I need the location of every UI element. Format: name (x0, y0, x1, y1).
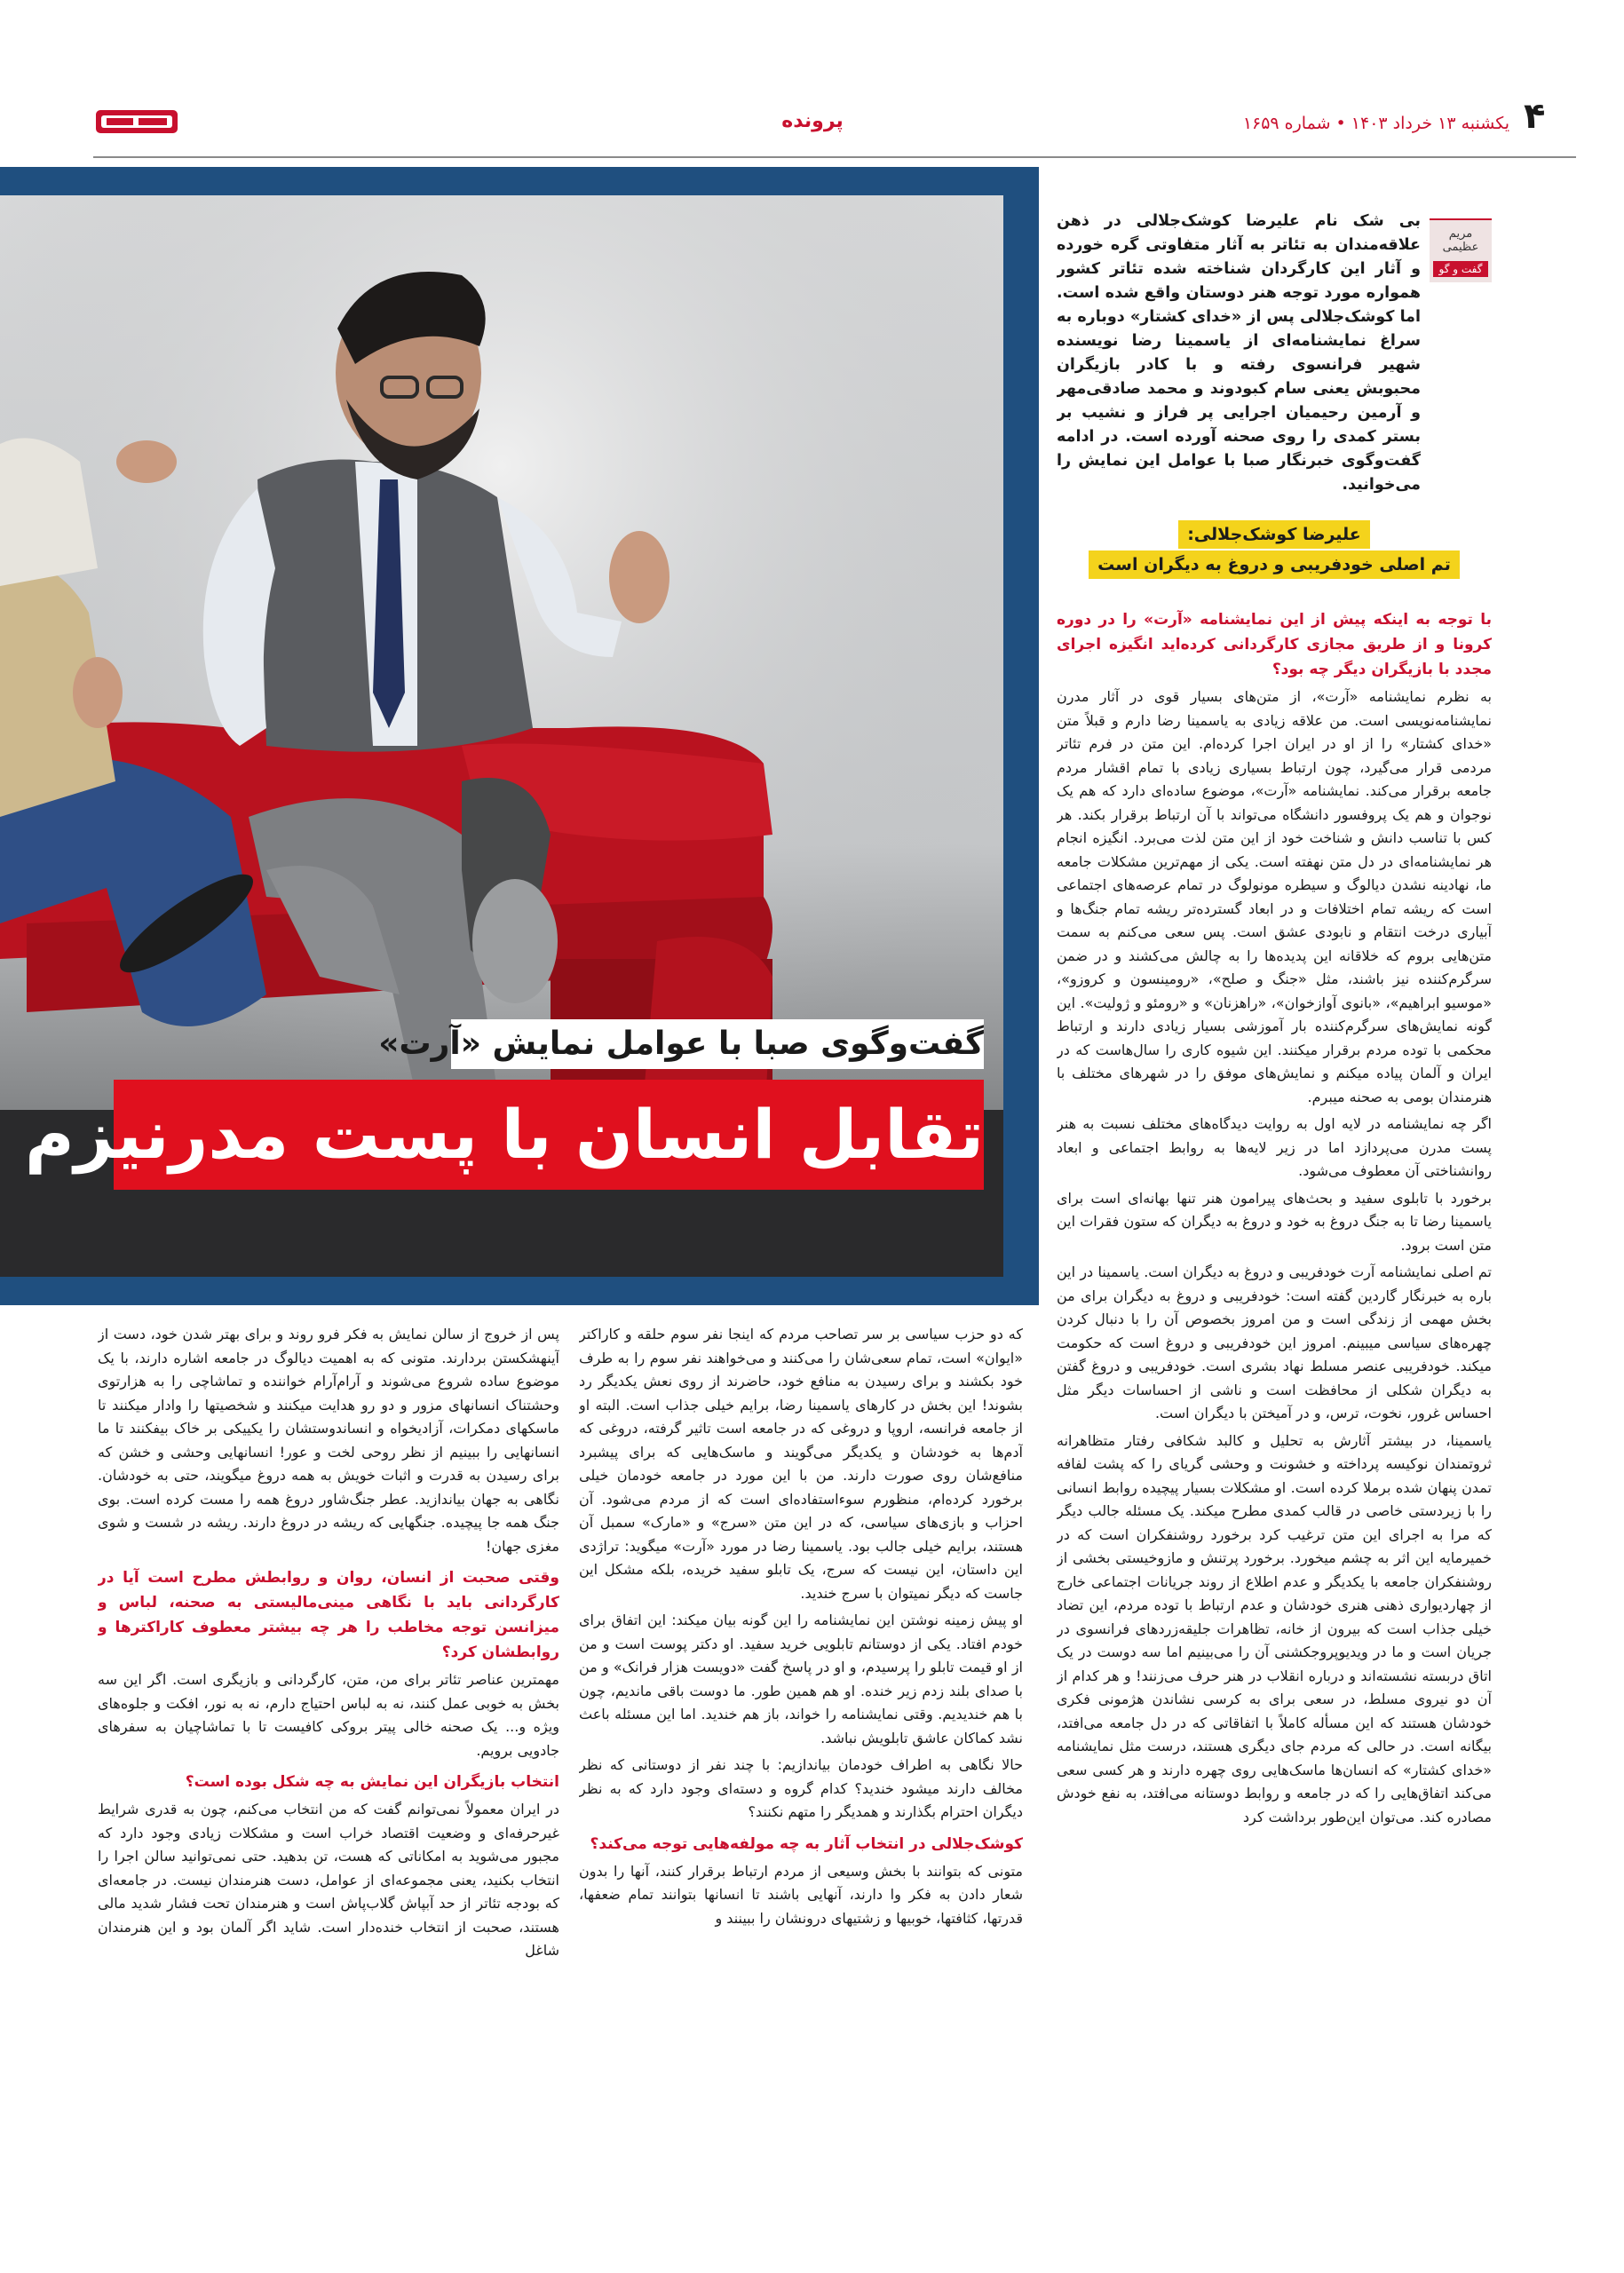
middle-p-4: متونی که بتوانند با بخش وسیعی از مردم ارتباط برقرار کنند، آنها را بدون شعار دادن به فکر وا دارند، آنهایی باشند تا انسانها بتوانند تمام ضعفها، قدرتها، کثافتها، خوبیها و زشتیهای درونشان را ببینند و (579, 1862, 1023, 1927)
right-p-4: تم اصلی نمایشنامه آرت خودفریبی و دروغ به دیگران است. یاسمینا در این باره به خبرنگار گاردین گفته است: خودفریبی و دروغ به دیگران برای من بخش مهمی از زندگی است و من امروز بخصوص آن را با دنبال کردن چهره‌های سیاسی میبینم. امروز این خودفریبی و دروغ است که حکومت میکند. خودفریبی عنصر مسلط نهاد بشری است. خودفریبی و دروغ گفتن به دیگران شکلی از محافظت است و ناشی از احساسات دیگر مثل احساس غرور، نخوت، ترس، و در آمیختن با دیگران است. (1057, 1263, 1492, 1422)
page-number: ۴ (1524, 96, 1546, 137)
author-name: مریم عظیمی (1442, 227, 1479, 254)
right-column (1057, 607, 1492, 2126)
left-column (98, 1323, 559, 2251)
article-subtitle-box (378, 1019, 984, 1069)
right-p-5: یاسمینا، در بیشتر آثارش به تحلیل و کالبد شکافی رفتار متظاهرانه ثروتمندان نوکیسه پرداخته و خشونت و وحشی گریای را که پشت لفافه تمدن پنهان شده برملا کرده است. او مشکلات بسیار پیچیده روابط انسانی را با زیردستی خاصی در قالب کمدی مطرح میکند. یک مسئله جالب دیگر که مرا به اجرای این متن ترغیب کرد برخورد روشنفکران است که در خمیرمایه این اثر به چشم میخورد. برخورد پرتنش و مازوخیستی بخشی از روشنفکران جامعه با یکدیگر و عدم اطلاع از روند جریانات اجتماعی خارج از چهاردیواری ذهنی هنری خودشان و عدم ارتباط با توده مردم، این تضاد خیلی جذاب است که بیرون از خانه، تظاهرات جلیقه‌زردهای فرانسوی در جریان است و ما در ویدیوپروجکشنی آن را می‌بینیم اما سه دوست در یک اتاق دربسته نشسته‌اند و درباره انقلاب در هنر حرف می‌زنند! و هر کدام از آن دو نیروی مسلط، در سعی برای به کرسی نشاندن هژمونی فکری خودشان هستند که این مسأله کاملاً با اتفاقاتی که در دل جامعه می‌افتد، بیگانه است. در حالی که مردم جای دیگری هستند، درست مثل نمایشنامه «خدای کشتار» که انسان‌ها ماسک‌هایی روی چهره دارند و هر کسی سعی می‌کند اتفاق‌هایی را که در جامعه و روابط دوستانه می‌افتد، به نفع خودش مصادره کند. می‌توان این‌طور برداشت کرد (1057, 1431, 1492, 1826)
left-q-1: وقتی صحبت از انسان، روان و روابطش مطرح است آیا در کارگردانی باید با نگاهی مینی‌مالیستی به صحنه، لباس و میزانسن توجه مخاطب را هر چه بیشتر معطوف کاراکترها و روابطشان کرد؟ (98, 1569, 559, 1661)
article-title-banner (25, 1080, 984, 1190)
section-label: پرونده (781, 110, 844, 132)
qa-heading (1057, 520, 1492, 579)
middle-q-1: کوشک‌جلالی در انتخاب آثار به چه مولفه‌هایی توجه می‌کند؟ (590, 1834, 1023, 1853)
issue-info: یکشنبه ۱۳ خرداد ۱۴۰۳ • شماره ۱۶۵۹ (1242, 114, 1509, 133)
header-rule (93, 156, 1576, 158)
left-p-1: پس از خروج از سالن نمایش به فکر فرو روند و برای بهتر شدن خود، دست از آینهشکستن بردارند. متونی که به اهمیت دیالوگ در جامعه اشاره دارند، با یک موضوع ساده شروع می‌شوند و آرام‌آرام خواننده و تماشاچی را به هزارتوی وحشتناک انسانهای مزور و دو رو هدایت میکنند و شخصیتها را وادار میکنند تا ماسکهای دمکرات، آزادیخواه و انساندوستشان را یکییکی بر خاک بیفکنند تا ما انسانهایی را ببینیم از نظر روحی لخت و عور! انسانهایی وحشی و خشن که برای رسیدن به قدرت و اثبات خویش به همه دروغ میگویند، حتی به خودشان. نگاهی به جهان بیاندازید. عطر جنگ‌شاور دروغ همه را مست کرده است. بوی جنگ همه جا پیچیده. جنگهایی که ریشه در دروغ دارند. ریشه در شست و شوی مغزی جهان! (98, 1326, 559, 1555)
author-tag: گفت و گو (1433, 261, 1488, 277)
middle-p-2: او پیش زمینه نوشتن این نمایشنامه را این گونه بیان میکند: این اتفاق برای خودم افتاد. یکی از دوستانم تابلویی خرید سفید. او دکتر پوست است و من از او قیمت تابلو را پرسیدم، و او در پاسخ گفت «دویست هزار فرانک» و من با صدای بلند زدم زیر خنده. او هم همین طور. ما دوست باقی ماندیم، چون با هم خندیدیم. وقتی نمایشنامه را خواند، باز هم خندید. اما این مسئله باعث نشد کماکان عاشق تابلویش نباشد. (579, 1612, 1023, 1746)
author-box (1430, 218, 1492, 282)
article-title: تقابل انسان با پست مدرنیزم (25, 1095, 984, 1174)
qa-heading-name: علیرضا کوشک‌جلالی: (1178, 520, 1370, 549)
right-p-1: به نظرم نمایشنامه «آرت»، از متن‌های بسیار قوی در آثار مدرن نمایشنامه‌نویسی است. من علاقه زیادی به یاسمینا رضا دارم و قبلاً متن «خدای کشتار» را از او در ایران اجرا کرده‌ام. این متن در فرم تئاتر مردمی قرار می‌گیرد، چون ارتباط بسیاری زیادی با تمام اقشار مردم جامعه برقرار می‌کند. نمایشنامه «آرت»، موضوع ساده‌ای دارد که هم یک نوجوان و هم یک پروفسور دانشگاه می‌تواند با آن ارتباط برقرار بکند. هر کس با تناسب دانش و شناخت خود از این متن لذت می‌برد. انگیزه انجام هر نمایشنامه‌ای در دل متن نهفته است. یکی از مهم‌ترین مشکلات جامعه ما، نهادینه نشدن دیالوگ و سیطره مونولوگ در تمام عرصه‌های اجتماعی است که ریشه تمام اختلافات و در ابعاد گسترده‌تر ریشه تمام جنگ‌ها و آبیاری درخت انتقام و نابودی عشق است. پس سعی می‌کنم به سمت متن‌هایی بروم که خلاقانه این پدیده‌ها را به چالش می‌کشند و در ضمن سرگرم‌کننده نیز باشند، مثل «جنگ و صلح»، «رومینسون و کروزو»، «موسیو ابراهیم»، «بانوی آوازخوان»، «راهزنان» و «رومئو و ژولیت». این گونه نمایش‌های سرگرم‌کننده بار آموزشی بسیار زیادی دارند و ارتباط محکمی با توده مردم برقرار میکنند. این شیوه کاری را سال‌هاست که در ایران و آلمان پیاده میکنم و نمایش‌های موفق را در شهرهای مختلف با هنرمندان بومی به صحنه میبرم. (1057, 688, 1492, 1105)
left-p-3: در ایران معمولاً نمی‌توانم گفت که من انتخاب می‌کنم، چون به قدری شرایط غیرحرفه‌ای و وضعیت اقتصاد خراب است و مشکلات زیادی وجود دارد که مجبور می‌شوید به امکاناتی که هست، تن بدهید. حتی نمی‌توانید سالن اجرا را انتخاب بکنید، یعنی مجموعه‌ای از عوامل، دست هنرمندان نیست. در جامعه‌ای که بودجه تئاتر از حد آبپاش گلاب‌پاش است و هنرمندان تحت فشار شدید مالی هستند، صحبت از انتخاب خنده‌دار است. شاید اگر آلمان بود و این هنرمندان شاغل (98, 1801, 559, 1959)
qa-heading-theme: تم اصلی خودفریبی و دروغ به دیگران است (1089, 550, 1460, 579)
right-p-3: برخورد با تابلوی سفید و بحث‌های پیرامون هنر تنها بهانه‌ای است برای یاسمینا رضا تا به جنگ دروغ به خود و دروغ به دیگران که ستون فقرات این متن است برود. (1057, 1189, 1492, 1254)
logo (96, 103, 178, 142)
article-subtitle: گفت‌وگوی صبا با عوامل نمایش «آرت» (378, 1026, 984, 1062)
middle-column (579, 1323, 1023, 2251)
middle-p-1: که دو حزب سیاسی بر سر تصاحب مردم که اینجا نفر سوم حلقه و کاراکتر «ایوان» است، تمام سعی‌شان را می‌کنند و می‌خواهند نفر سوم را به طرف خود بکشند و برای رسیدن به منافع خود، حاضرند از روی نعش یکدیگر رد بشوند! این بخش در کارهای یاسمینا رضا، برایم خیلی جذاب است. البته او از جامعه فرانسه، اروپا و دروغی که در جامعه است تاثیر گرفته، دروغی که آدم‌ها به خودشان و یکدیگر می‌گویند و ماسک‌هایی که برای پیشبرد منافع‌شان روی صورت دارند. من با این مورد در جامعه خودمان خیلی برخورد کرده‌ام، منظورم سوءاستفاده‌ای است که از مردم می‌شود. آن احزاب و بازی‌های سیاسی، که در این متن «سرج» و «مارک» سمبل آن هستند، برایم خیلی جالب بود. یاسمینا رضا در مورد «آرت» میگوید: تراژدی این داستان، این نیست که سرج، یک تابلو سفید خریده، بلکه مشکل این جاست که دیگر نمیتوان با سرج خندید. (579, 1326, 1023, 1602)
right-p-2: اگر چه نمایشنامه در لایه اول به روایت دیدگاه‌های مختلف نسبت به هنر پست مدرن می‌پردازد اما در زیر لایه‌ها به روابط اجتماعی و ابعاد روانشناختی آن معطوف می‌شود. (1057, 1115, 1492, 1179)
right-q-1: با توجه به اینکه پیش از این نمایشنامه «آرت» را در دوره کرونا و از طریق مجازی کارگردانی کرده‌اید انگیزه اجرای مجدد با بازیگران دیگر چه بود؟ (1057, 611, 1492, 678)
left-p-2: مهمترین عناصر تئاتر برای من، متن، کارگردانی و بازیگری است. اگر این سه بخش به خوبی عمل کنند، نه به لباس احتیاج دارم، نه به نور، افکت و جلوه‌های ویژه و... یک صحنه خالی پیتر بروکی کافیست تا با تماشاچیان به سفرهای جادویی برویم. (98, 1671, 559, 1759)
middle-p-3: حالا نگاهی به اطراف خودمان بیاندازیم: با چند نفر از دوستانی که نظر مخالف دارند میشود خندید؟ کدام گروه و دسته‌ای وجود دارد که به نظر دیگران احترام بگذارند و همدیگر را متهم نکنند؟ (579, 1756, 1023, 1820)
article-lead: بی شک نام علیرضا کوشک‌جلالی در ذهن علاقه‌مندان به تئاتر به آثار متفاوتی گره خورده و آثار این کارگردان شناخته شده تئاتر کشور همواره مورد توجه هنر دوستان واقع شده است. اما کوشک‌جلالی پس از «خدای کشتار» دوباره به سراغ نمایشنامه‌ای از یاسمینا رضا نویسنده شهیر فرانسوی رفته و با کادر بازیگران محبوبش یعنی سام کبودوند و محمد صادقی‌مهر و آرمین رحیمیان اجرایی پر فراز و نشیب بر بستر کمدی را روی صحنه آورده است. در ادامه گفت‌وگوی خبرنگار صبا با عوامل این نمایش را می‌خوانید. (1057, 212, 1421, 494)
saba-logo-icon (96, 103, 178, 139)
left-q-2: انتخاب بازیگران این نمایش به چه شکل بوده است؟ (185, 1773, 559, 1791)
